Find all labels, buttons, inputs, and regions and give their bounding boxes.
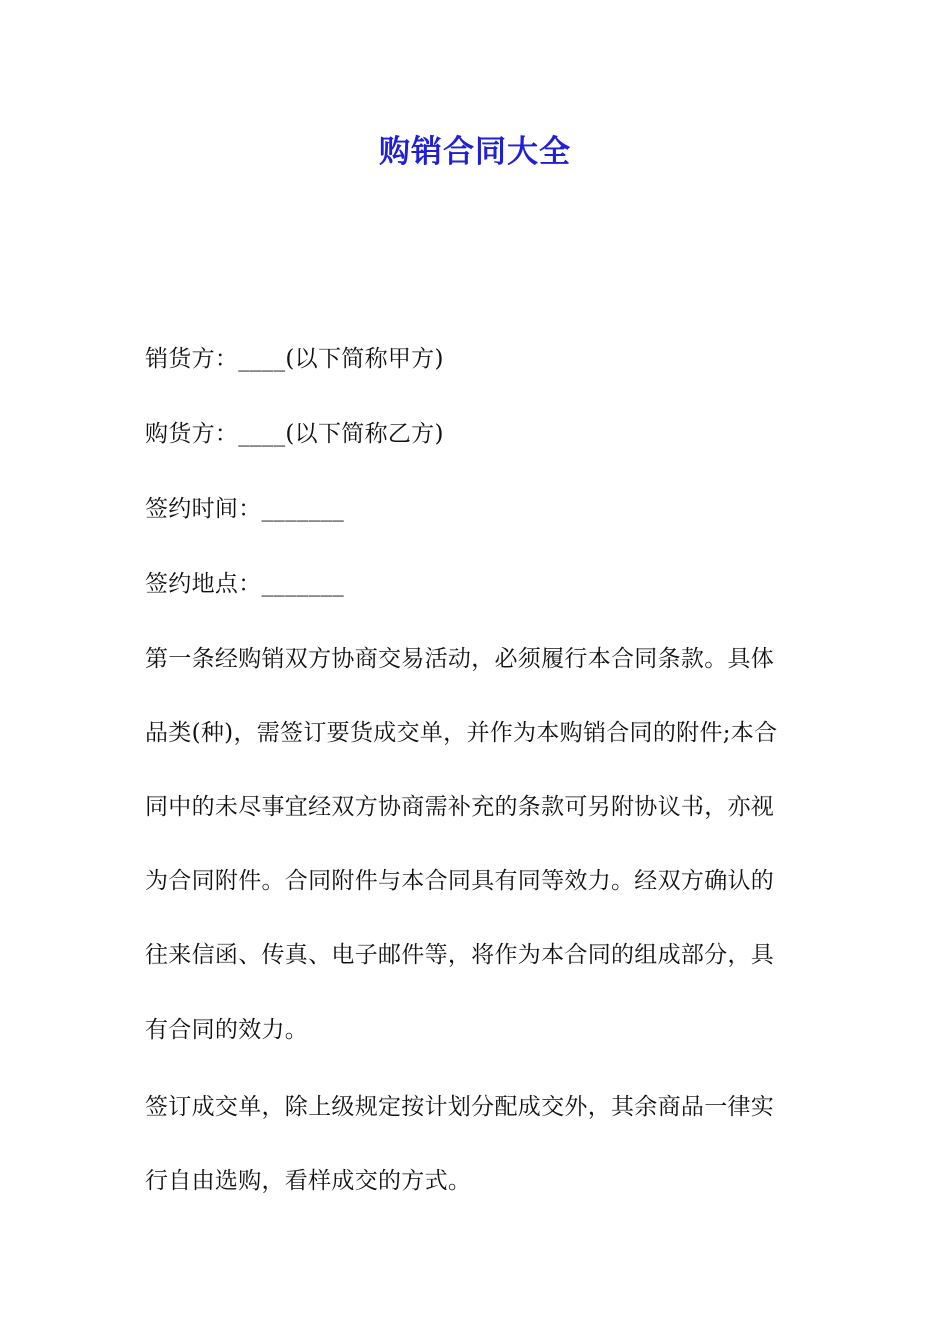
article-one-line-6: 有合同的效力。 <box>145 1017 309 1043</box>
article-one-line-4: 为合同附件。合同附件与本合同具有同等效力。经双方确认的 <box>145 868 775 894</box>
buyer-line: 购货方：____(以下简称乙方) <box>145 421 444 447</box>
article-one-line-2: 品类(种)，需签订要货成交单，并作为本购销合同的附件;本合 <box>145 720 778 746</box>
order-clause-line-1: 签订成交单，除上级规定按计划分配成交外，其余商品一律实 <box>145 1094 775 1120</box>
document-title: 购销合同大全 <box>379 134 571 170</box>
seller-line: 销货方：____(以下简称甲方) <box>145 346 444 372</box>
order-clause-line-2: 行自由选购，看样成交的方式。 <box>145 1168 472 1194</box>
article-one-line-5: 往来信函、传真、电子邮件等，将作为本合同的组成部分，具 <box>145 942 775 968</box>
signing-time-line: 签约时间：_______ <box>145 496 345 522</box>
signing-place-line: 签约地点：_______ <box>145 571 345 597</box>
article-one-line-3: 同中的未尽事宜经双方协商需补充的条款可另附协议书，亦视 <box>145 794 775 820</box>
article-one-line-1: 第一条经购销双方协商交易活动，必须履行本合同条款。具体 <box>145 646 775 672</box>
